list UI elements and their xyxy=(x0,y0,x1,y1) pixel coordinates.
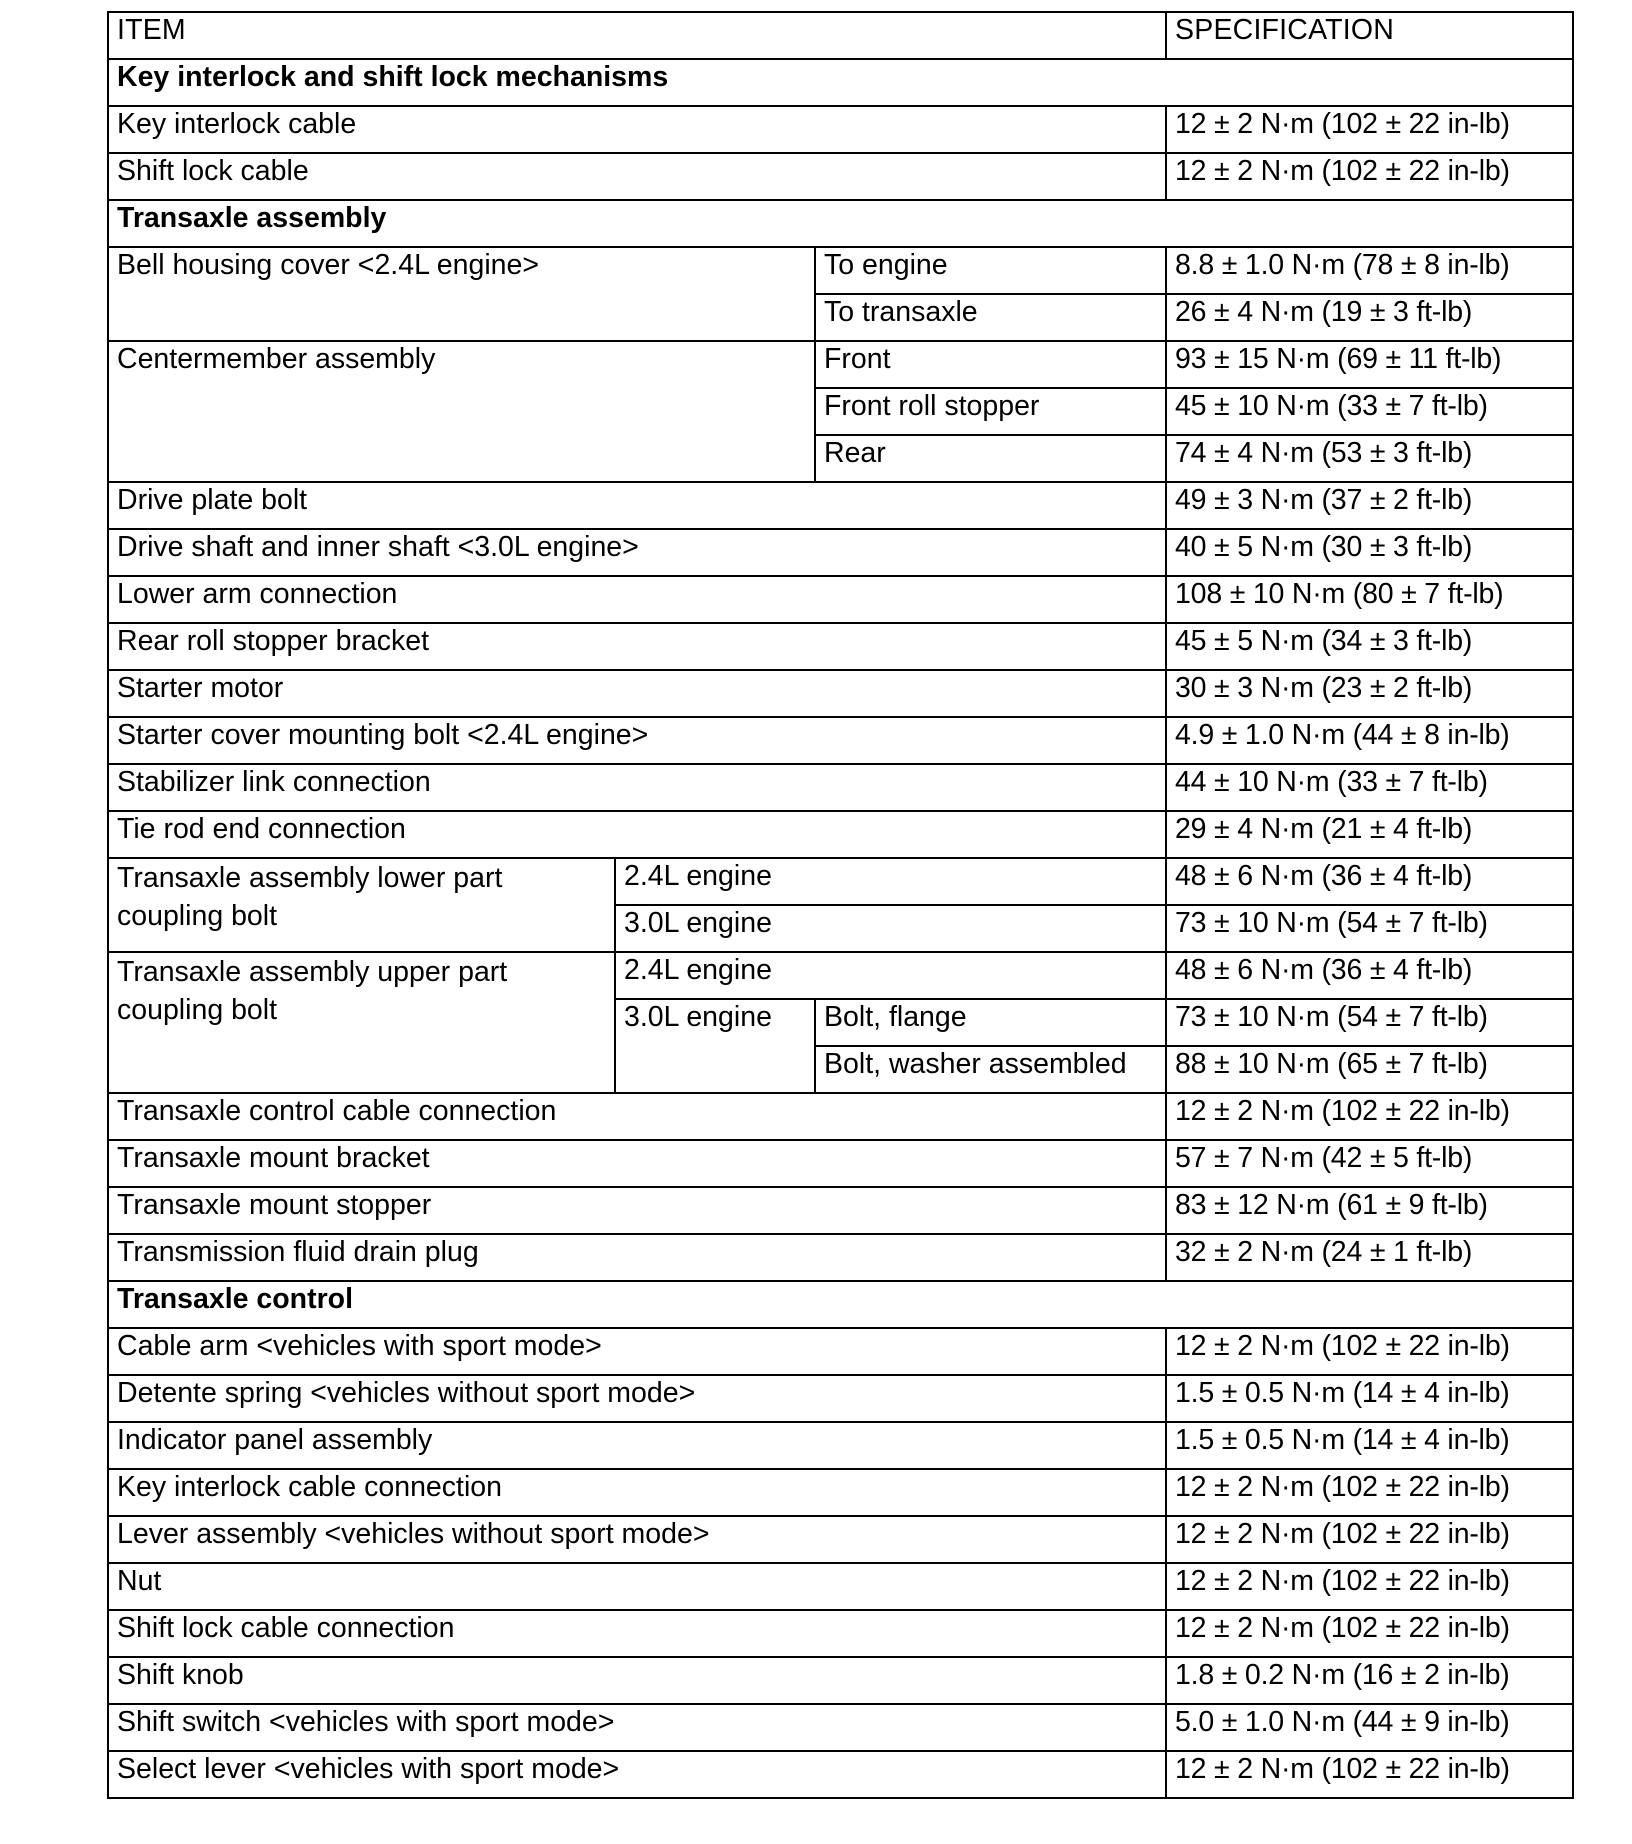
table-row xyxy=(108,764,1573,811)
table-row xyxy=(108,1610,1573,1657)
sub-item-cell: To transaxle xyxy=(815,294,1166,341)
item-cell: Select lever <vehicles with sport mode> xyxy=(108,1751,1166,1798)
table-row xyxy=(108,623,1573,670)
table-row xyxy=(108,1375,1573,1422)
spec-cell: 30 ± 3 N·m (23 ± 2 ft-lb) xyxy=(1166,670,1573,717)
item-cell: Tie rod end connection xyxy=(108,811,1166,858)
spec-cell: 73 ± 10 N·m (54 ± 7 ft-lb) xyxy=(1166,905,1573,952)
spec-cell: 12 ± 2 N·m (102 ± 22 in-lb) xyxy=(1166,1516,1573,1563)
torque-spec-table xyxy=(107,11,1574,1799)
table-row xyxy=(108,1704,1573,1751)
sub-sub-item-cell: Bolt, washer assembled xyxy=(815,1046,1166,1093)
table-row xyxy=(108,1657,1573,1704)
spec-cell: 12 ± 2 N·m (102 ± 22 in-lb) xyxy=(1166,1328,1573,1375)
spec-cell: 48 ± 6 N·m (36 ± 4 ft-lb) xyxy=(1166,858,1573,905)
spec-cell: 73 ± 10 N·m (54 ± 7 ft-lb) xyxy=(1166,999,1573,1046)
spec-cell: 12 ± 2 N·m (102 ± 22 in-lb) xyxy=(1166,1610,1573,1657)
sub-item-cell: Front xyxy=(815,341,1166,388)
section-row xyxy=(108,1281,1573,1328)
spec-cell: 93 ± 15 N·m (69 ± 11 ft-lb) xyxy=(1166,341,1573,388)
table-row xyxy=(108,1516,1573,1563)
table-row xyxy=(108,153,1573,200)
sub-item-cell: Front roll stopper xyxy=(815,388,1166,435)
item-cell: Drive shaft and inner shaft <3.0L engine> xyxy=(108,529,1166,576)
header-specification: SPECIFICATION xyxy=(1166,12,1573,59)
sub-item-cell: 2.4L engine xyxy=(615,858,1166,905)
table-row xyxy=(108,482,1573,529)
spec-cell: 12 ± 2 N·m (102 ± 22 in-lb) xyxy=(1166,153,1573,200)
table-row xyxy=(108,106,1573,153)
spec-cell: 45 ± 10 N·m (33 ± 7 ft-lb) xyxy=(1166,388,1573,435)
item-cell: Transaxle control cable connection xyxy=(108,1093,1166,1140)
table-row xyxy=(108,1751,1573,1798)
item-cell: Indicator panel assembly xyxy=(108,1422,1166,1469)
table-row xyxy=(108,858,1573,905)
item-cell: Rear roll stopper bracket xyxy=(108,623,1166,670)
spec-cell: 108 ± 10 N·m (80 ± 7 ft-lb) xyxy=(1166,576,1573,623)
spec-cell: 4.9 ± 1.0 N·m (44 ± 8 in-lb) xyxy=(1166,717,1573,764)
item-cell: Cable arm <vehicles with sport mode> xyxy=(108,1328,1166,1375)
table-row xyxy=(108,811,1573,858)
item-cell: Starter motor xyxy=(108,670,1166,717)
spec-cell: 26 ± 4 N·m (19 ± 3 ft-lb) xyxy=(1166,294,1573,341)
item-cell: Lever assembly <vehicles without sport mode> xyxy=(108,1516,1166,1563)
table-row xyxy=(108,670,1573,717)
item-cell: Shift lock cable xyxy=(108,153,1166,200)
item-cell: Key interlock cable connection xyxy=(108,1469,1166,1516)
spec-cell: 32 ± 2 N·m (24 ± 1 ft-lb) xyxy=(1166,1234,1573,1281)
spec-cell: 44 ± 10 N·m (33 ± 7 ft-lb) xyxy=(1166,764,1573,811)
item-cell: Transaxle assembly upper part coupling bolt xyxy=(108,952,615,1093)
section-row xyxy=(108,200,1573,247)
sub-item-cell: Rear xyxy=(815,435,1166,482)
item-cell: Starter cover mounting bolt <2.4L engine> xyxy=(108,717,1166,764)
spec-cell: 1.8 ± 0.2 N·m (16 ± 2 in-lb) xyxy=(1166,1657,1573,1704)
item-cell: Transaxle mount bracket xyxy=(108,1140,1166,1187)
table-row xyxy=(108,529,1573,576)
table-row xyxy=(108,1234,1573,1281)
table-row xyxy=(108,1563,1573,1610)
table-row xyxy=(108,1187,1573,1234)
spec-cell: 49 ± 3 N·m (37 ± 2 ft-lb) xyxy=(1166,482,1573,529)
table-row xyxy=(108,341,1573,388)
spec-cell: 48 ± 6 N·m (36 ± 4 ft-lb) xyxy=(1166,952,1573,999)
spec-cell: 12 ± 2 N·m (102 ± 22 in-lb) xyxy=(1166,1751,1573,1798)
spec-cell: 57 ± 7 N·m (42 ± 5 ft-lb) xyxy=(1166,1140,1573,1187)
item-cell: Transaxle mount stopper xyxy=(108,1187,1166,1234)
spec-cell: 12 ± 2 N·m (102 ± 22 in-lb) xyxy=(1166,1563,1573,1610)
item-cell: Bell housing cover <2.4L engine> xyxy=(108,247,815,341)
sub-item-cell: 2.4L engine xyxy=(615,952,1166,999)
spec-cell: 12 ± 2 N·m (102 ± 22 in-lb) xyxy=(1166,1093,1573,1140)
sub-item-cell: To engine xyxy=(815,247,1166,294)
item-cell: Shift switch <vehicles with sport mode> xyxy=(108,1704,1166,1751)
section-title: Key interlock and shift lock mechanisms xyxy=(108,59,1573,106)
item-cell: Shift lock cable connection xyxy=(108,1610,1166,1657)
spec-cell: 12 ± 2 N·m (102 ± 22 in-lb) xyxy=(1166,1469,1573,1516)
item-cell: Stabilizer link connection xyxy=(108,764,1166,811)
header-row xyxy=(108,12,1573,59)
table-row xyxy=(108,247,1573,294)
item-cell: Centermember assembly xyxy=(108,341,815,482)
sub-sub-item-cell: Bolt, flange xyxy=(815,999,1166,1046)
section-row xyxy=(108,59,1573,106)
section-title: Transaxle control xyxy=(108,1281,1573,1328)
table-row xyxy=(108,1140,1573,1187)
spec-cell: 8.8 ± 1.0 N·m (78 ± 8 in-lb) xyxy=(1166,247,1573,294)
item-cell: Transaxle assembly lower part coupling bolt xyxy=(108,858,615,952)
header-item: ITEM xyxy=(108,12,1166,59)
spec-cell: 88 ± 10 N·m (65 ± 7 ft-lb) xyxy=(1166,1046,1573,1093)
table-row xyxy=(108,952,1573,999)
section-title: Transaxle assembly xyxy=(108,200,1573,247)
spec-cell: 1.5 ± 0.5 N·m (14 ± 4 in-lb) xyxy=(1166,1375,1573,1422)
item-cell: Key interlock cable xyxy=(108,106,1166,153)
table-row xyxy=(108,1093,1573,1140)
item-cell: Shift knob xyxy=(108,1657,1166,1704)
sub-item-cell: 3.0L engine xyxy=(615,905,1166,952)
spec-cell: 40 ± 5 N·m (30 ± 3 ft-lb) xyxy=(1166,529,1573,576)
spec-cell: 74 ± 4 N·m (53 ± 3 ft-lb) xyxy=(1166,435,1573,482)
table-row xyxy=(108,717,1573,764)
spec-cell: 83 ± 12 N·m (61 ± 9 ft-lb) xyxy=(1166,1187,1573,1234)
table-row xyxy=(108,1422,1573,1469)
item-cell: Drive plate bolt xyxy=(108,482,1166,529)
spec-cell: 12 ± 2 N·m (102 ± 22 in-lb) xyxy=(1166,106,1573,153)
item-cell: Detente spring <vehicles without sport mode> xyxy=(108,1375,1166,1422)
item-cell: Lower arm connection xyxy=(108,576,1166,623)
spec-cell: 29 ± 4 N·m (21 ± 4 ft-lb) xyxy=(1166,811,1573,858)
sub-item-cell: 3.0L engine xyxy=(615,999,815,1093)
spec-cell: 45 ± 5 N·m (34 ± 3 ft-lb) xyxy=(1166,623,1573,670)
item-cell: Transmission fluid drain plug xyxy=(108,1234,1166,1281)
spec-cell: 1.5 ± 0.5 N·m (14 ± 4 in-lb) xyxy=(1166,1422,1573,1469)
table-row xyxy=(108,1328,1573,1375)
table-row xyxy=(108,576,1573,623)
table-row xyxy=(108,1469,1573,1516)
item-cell: Nut xyxy=(108,1563,1166,1610)
spec-cell: 5.0 ± 1.0 N·m (44 ± 9 in-lb) xyxy=(1166,1704,1573,1751)
